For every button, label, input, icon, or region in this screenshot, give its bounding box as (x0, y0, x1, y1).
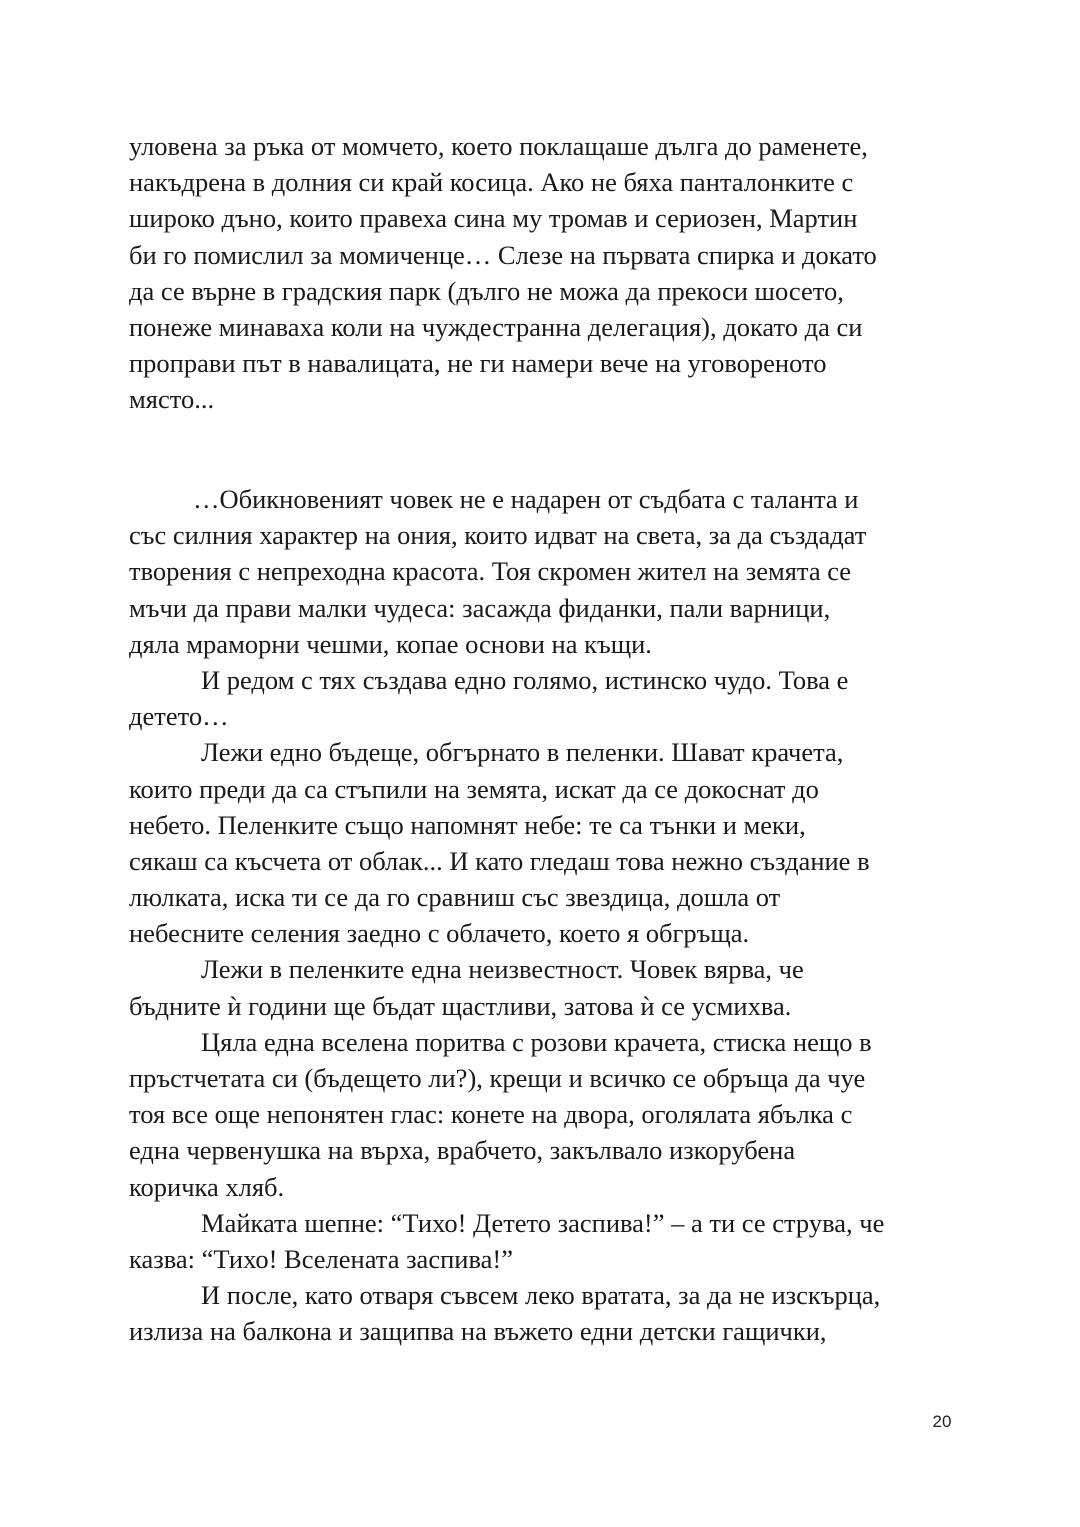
text-line: пръстчетата си (бъдещето ли?), крещи и всичко се обръща да чуе (129, 1063, 866, 1093)
text-line: място... (129, 384, 215, 415)
text-line: които преди да са стъпили на земята, искат да се докоснат до (129, 773, 819, 804)
text-line: творения с непреходна красота. Тоя скромен жител на земята се (129, 556, 852, 587)
text-line: …Обикновеният човек не е надарен от съдбата с таланта и (193, 484, 859, 514)
text-line: бъдните ѝ години ще бъдат щастливи, затова ѝ се усмихва. (129, 990, 792, 1021)
text-line: Лежи в пеленките една неизвестност. Човек вярва, че (201, 954, 804, 985)
text-line: тоя все още непонятен глас: конете на двора, оголялата ябълка с (129, 1099, 853, 1130)
text-line: излиза на балкона и защипва на въжето едни детски гащички, (129, 1316, 827, 1347)
text-line: широко дъно, които правеха сина му тромав и сериозен, Мартин (129, 203, 858, 234)
text-line: дяла мраморни чешми, копае основи на къщи. (129, 628, 652, 659)
text-line: коричка хляб. (129, 1171, 285, 1202)
paragraph-continuation (129, 128, 959, 418)
page-number: 20 (932, 1412, 952, 1431)
text-line: проправи път в навалицата, не ги намери вече на уговореното (129, 348, 827, 379)
text-line: Цяла една вселена поритва с розови крачета, стиска нещо в (201, 1026, 872, 1057)
text-line: казва: “Тихо! Вселената заспива!” (129, 1243, 513, 1274)
text-line: люлката, иска ти се да го сравниш със звездица, дошла от (129, 882, 781, 913)
text-line: Майката шепне: “Тихо! Детето заспива!” – а ти се струва, че (201, 1207, 885, 1238)
text-line: мъчи да прави малки чудеса: засажда фиданки, пали варници, (129, 592, 831, 623)
paragraph-section (129, 481, 959, 1350)
text-line: небесните селения заедно с облачето, което я обгръща. (129, 918, 750, 949)
text-line: И после, като отваря съвсем леко вратата, за да не изскърца, (201, 1280, 881, 1311)
text-line: понеже минаваха коли на чуждестранна делегация), докато да си (129, 311, 863, 342)
text-line: със силния характер на ония, които идват на света, за да създадат (129, 520, 867, 551)
text-line: Лежи едно бъдеще, обгърнато в пеленки. Шават крачета, (201, 737, 844, 768)
text-line: сякаш са късчета от облак... И като гледаш това нежно създание в (129, 845, 870, 876)
text-line: детето… (129, 701, 229, 732)
text-line: уловена за ръка от момчето, което поклащаше дълга до раменете, (129, 131, 868, 161)
text-line: би го помислил за момиченце… Слезе на първата спирка и докато (129, 239, 877, 270)
text-line: да се върне в градския парк (дълго не можа да прекоси шосето, (129, 275, 844, 306)
text-line: накъдрена в долния си край косица. Ако не бяха панталонките с (129, 167, 854, 198)
text-line: И редом с тях създава едно голямо, истинско чудо. Това е (201, 664, 849, 695)
text-line: една червенушка на върха, врабчето, закълвало изкорубена (129, 1135, 796, 1166)
text-line: небето. Пеленките също напомнят небе: те са тънки и меки, (129, 809, 806, 840)
